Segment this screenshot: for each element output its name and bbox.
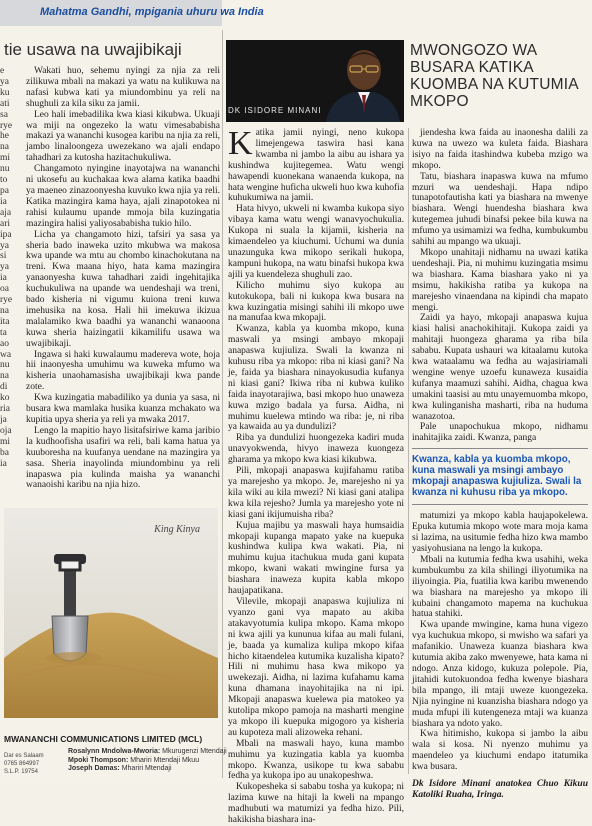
fragment-text: ia [0,273,7,284]
fragment-text: rye [0,295,13,306]
paragraph: jiendesha kwa faida au inaonesha dalili za kuwa na uwezo wa kuleta faida. Biashara isiyo na faida itashindwa kubeba mzigo wa mkopo. [412,128,588,171]
fragment-text: ita [0,316,10,327]
fragment-text: to [0,175,8,186]
paragraph: Kilicho muhimu siyo kukopa au kutokukopa, bali ni kukopa kwa busara na kwa kuzingatia misingi sahihi ili mkopo uwe na manufaa kwa mkopaji. [228,280,404,324]
paragraph: Wakati huo, sehemu nyingi za njia za reli zilikuwa mbali na makazi ya watu na kulikuwa na nafasi kubwa kati ya miundombinu ya reli na shughuli za kila siku za jamii. [26,66,220,109]
paragraph: Ingawa si haki kuwalaumu madereva wote, hoja hii inaonyesha umuhimu wa kuweka mfumo wa kisheria unaohamasisha uwajibikaji kwa pande zote. [26,349,220,393]
author-byline: Dk Isidore Minani anatokea Chuo Kikuu Katoliki Ruaha, Iringa. [412,779,588,800]
fragment-text: oja [0,425,12,436]
paragraph: Zaidi ya hayo, mkopaji anapaswa kujua kiasi halisi anachokihitaji. Kukopa zaidi ya mahitaji huongeza gharama ya riba bila sababu. Kupata ushauri wa kitaalamu kutoka kwa wataalamu wa fedha au wajasiriamali wengine wenye uzoefu kunaweza kusaidia kufanya maamuzi sahihi. Aidha, chagua kwa umakini taasisi au mtu unayemuomba mkopo, kwa kulinganisha masharti, riba na huduma wanazotoa. [412,313,588,422]
fragment-text: oa [0,284,9,295]
pull-quote: Kwanza, kabla ya kuomba mkopo, kuna maswali ya msingi ambayo mkopaji anapaswa kujiuliza. Swali la kwanza ni kuhusu riba ya mkopo. [412,448,588,505]
paragraph: Mkopo unahitaji nidhamu na uwazi katika uendeshaji. Pia, ni muhimu kuzingatia msimu wa biashara. Kama biashara yako ni ya msimu, hakikisha ratiba ya kukopa na marejesho vinaendana na kipindi cha mapato mengi. [412,247,588,313]
staff-row [68,748,228,757]
banner-caption: Mahatma Gandhi, mpigania uhuru wa India [40,6,264,18]
fragment-text: he [0,131,9,142]
author-name-tag: DK ISIDORE MINANI [228,106,322,115]
fragment-text: aja [0,207,12,218]
fragment-text: ko [0,393,10,404]
paragraph: Vilevile, mkopaji anapaswa kujiuliza ni vyanzo gani vya mapato au akiba atakavyotumia kulipa mkopo. Kama mkopo ni kwa ajili ya kununua kifaa au mali fulani, je, baada ya kumaliza kulipa mkopo kifaa hicho kitaendelea kutumika kuzalisha kipato? Hili ni muhimu hasa kwa mikopo ya uwekezaji. Aidha, ni lazima kufahamu kama kuna dhamana inayohitajika na ni ipi. Mkopaji anapaswa kuelewa pia matokeo ya kutolipa mkopo pamoja na masharti mengine ya mkopo ili kuepuka migogoro ya kisheria au kupoteza mali alizoweka rehani. [228,596,404,738]
fragment-text: rye [0,120,13,131]
fragment-text: nu [0,164,10,175]
paragraph: Hata hivyo, ukweli ni kwamba kukopa siyo vibaya kama watu wengi wanavyochukulia. Kukopa ni suala la kijamii, kisheria na kimaendeleo ya kiuchumi. Uchumi wa dunia unazunguka kwa mikopo serikali hukopa, kampuni hukopa, na watu binafsi hukopa kwa ajili ya kuendeleza shughuli zao. [228,204,404,280]
paragraph: Kwa upande mwingine, kama huna vigezo vya kuchukua mkopo, si mwisho wa safari ya mafanikio. Unaweza kuanza biashara kwa kutumia akiba zako mwenyewe, hata kama ni ndogo. Anza kidogo, kukuza polepole. Pia, jitahidi kutokuondoa fedha kwenye biashara bila mpango, ili mtaji uweze kuongezeka. Njia nyingine ni kuanzisha biashara ndogo ya muda mfupi ili kutengeneza mtaji wa kuanza biashara ya ndoto yako. [412,620,588,729]
fragment-text: wa [0,349,12,360]
paragraph: Licha ya changamoto hizi, tafsiri ya sasa ya sheria bado inaweka uzito mkubwa wa makosa kwa upande wa mtu au chombo kinachokutana na treni. Kwa maana hiyo, hata kama mazingira yanaonyesha kuwa tahadhari zaidi ingehitajika kuchukuliwa na upande wa uendeshaji wa treni, bado kisheria ni vigumu kuiona treni kuwa imehusika na kosa. Hali hii imekuwa ikizua malalamiko kwa baadhi ya wananchi wanaoona kuwa sheria haizingatii kikamilifu usawa wa uwajibikaji. [26,229,220,349]
paragraph: Lengo la mapitio hayo lisitafsiriwe kama jaribio la kudhoofisha usafiri wa reli, bali kama hatua ya kuuboresha na kuufanya uendane na mazingira ya sasa. Sheria inayolinda miundombinu ya reli inapaswa pia kulinda maisha ya wananchi wanaoishi karibu na njia hizo. [26,425,220,491]
fragment-text: ia [0,458,7,469]
paragraph: Riba ya dundulizi huongezeka kadiri muda unavyokwenda, hivyo inaweza kuongeza gharama ya mkopo kwa kiasi kikubwa. [228,433,404,466]
paragraph: Kwa hitimisho, kukopa si jambo la aibu wala si kosa. Ni nyenzo muhimu ya maendeleo ya kiuchumi endapo itatumika kwa busara. [412,729,588,773]
fragment-text: sa [0,109,8,120]
staff-name: Joseph Damas: [68,765,120,773]
fragment-text: ku [0,87,10,98]
column-divider [222,30,223,778]
staff-role: Mkurugenzi Mtendaji [162,748,227,755]
fragment-text: na [0,305,9,316]
paragraph-text: atika jamii nyingi, neno kukopa limejengewa taswira hasi kana kwamba ni jambo la aibu au ishara ya kushindwa kujitegemea. Watu wengi hawapendi kuonekana wanaenda kukopa, na hata wengine hufichа ukweli huo kwa kuhofia kuhukumiwa na jamii. [228,128,404,204]
publisher-name: MWANANCHI COMMUNICATIONS LIMITED (MCL) [4,734,203,744]
fragment-text: nu [0,360,10,371]
paragraph: Changamoto nyingine inayotajwa na wananchi ni ukosefu au kuchakaa kwa alama katika baadhi ya maeneo zinazoonyesha kuvuko kwa njia ya reli. Katika mazingira kama haya, ajali zinapotokea ni rahisi kulaumu upande mmoja bila kuzingatia mazingira halisi yaliyosababisha tukio hilo. [26,164,220,229]
left-article-headline: tie usawa na uwajibikaji [4,40,182,59]
fragment-text: di [0,382,8,393]
shovel-illustration [4,508,218,718]
fragment-text: ao [0,338,9,349]
publisher-address [4,752,60,776]
fragment-text: ya [0,262,9,273]
fragment-text: mi [0,153,11,164]
fragment-text: ya [0,240,9,251]
paragraph: Kwa kuzingatia mabadiliko ya dunia ya sasa, ni busara kwa mamlaka husika kuanza mchakato wa kupitia upya sheria ya reli ya mwaka 2017. [26,393,220,425]
paragraph: Kukopesheka si sababu tosha ya kukopa; ni lazima kuwe na hitaji la kweli na mpango madhubuti wa matumizi ya fedha hizo. Pili, hakikisha biashara ina- [228,782,404,826]
right-article-headline: MWONGOZO WA BUSARA KATIKA KUOMBA NA KUTUMIA MKOPO [410,42,578,110]
paragraph: Pili, mkopaji anapaswa kujifahamu ratiba ya marejesho ya mkopo. Je, marejesho ni ya kila wiki au kila mwezi? Ni kiasi gani atalipa kwa kila rejesho? Jumla ya marejesho yote ni kiasi gani ikijumuisha riba? [228,466,404,520]
masthead-staff [68,748,228,774]
fragment-text: pa [0,185,9,196]
paragraph: Leo hali imebadilika kwa kiasi kikubwa. Ukuaji wa miji na ongezeko la watu vimesababisha makazi ya wananchi kusogea karibu na njia za reli, jambo linaloongeza uwezekano wa ajali endapo tahadhari za kutosha hazitachukuliwa. [26,109,220,164]
drop-cap: K [228,125,253,162]
fragment-text: ia [0,196,7,207]
fragment-text: na [0,371,9,382]
fragment-text: ja [0,415,7,425]
fragment-text: ba [0,447,9,458]
fragment-text: si [0,251,7,262]
paragraph: matumizi ya mkopo kabla haujapokelewa. Epuka kutumia mkopo wote mara moja kama si lazima, na usitumie fedha hizo kwa mambo yasiyohusiana na lengo la kukopa. [412,511,588,554]
fragment-text: na [0,142,9,153]
fragment-text: ari [0,218,11,229]
paragraph: Mbali na kutumia fedha kwa usahihi, weka kumbukumbu za kila shilingi iliyotumika na iliyoingia. Pia, fuatilia kwa karibu mwenendo wa biashara na marejesho ya mkopo ili kubaini changamoto mapema na kuchukua hatua stahiki. [412,554,588,620]
paragraph: Pale unapochukua mkopo, nidhamu inahitajika zaidi. Kwanza, panga [412,422,588,444]
staff-name: Mpoki Thompson: [68,756,129,764]
section-banner [0,0,264,26]
fragment-text: ati [0,98,10,109]
paragraph: Tatu, biashara inapaswa kuwa na mfumo mzuri wa uendeshaji. Hapa ndipo tunapotofautisha kati ya biashara na mwenye biashara. Wengi huendesha biashara kwa kutegemea juhudi binafsi pekee bila kuwa na mfumo ya usimamizi wa fedha, kumbukumbu sahihi au mpango wa ukuaji. [412,171,588,248]
left-article-text [26,66,220,491]
staff-row [68,757,228,766]
paragraph: Mbali na maswali hayo, kuna mambo muhimu ya kuzingatia kabla ya kuomba mkopo. Kwanza, usikope tu kwa sababu fedha ya kukopa ipo au unakopeshwa. [228,738,404,782]
staff-row [68,765,228,774]
photo-credit: King Kinya [154,524,200,535]
fragment-text: ya [0,76,9,87]
staff-name: Rosalynn Mndolwa-Mworia: [68,748,161,755]
right-article-text-col1 [228,125,404,826]
paragraph: Kwanza, kabla ya kuomba mkopo, kuna maswali ya msingi ambayo mkopaji anapaswa kujiuliza. Swali la kwanza ni kuhusu riba ya mkopo: riba ni kiasi gani? Na je, faida ya biashara ninayokusudia kufanya ni kiasi gani? Ikiwa riba ni kubwa kuliko faida inayotarajiwa, basi mkopo huo unaweza kuwa mzigo badala ya fursa. Aidha, ni muhimu kuelewa mtindo wa riba: je, ni riba ya kawaida au ya dundulizi? [228,324,404,433]
address-line: Dar es Salaam 0765 864997 S.L.P. 19754 [4,753,44,775]
adjacent-column-fragments [0,66,16,472]
left-article-body [0,66,222,491]
right-article-text-col2 [412,128,588,800]
staff-role: Mhariri Mtendaji [121,765,172,773]
column-divider-2 [408,128,409,774]
fragment-text: e [0,66,5,76]
paragraph: Kujua majibu ya maswali haya humsaidia mkopaji kupanga mapato yake na kuepuka kushindwa kulipa kwa wakati. Pia, ni muhimu kujua itachukua muda gani kupata mkopo, kwani wakati mwingine fursa ya biashara inaweza kupita kabla mkopo haujapatikana. [228,520,404,597]
staff-role: Mhariri Mtendaji Mkuu [130,756,200,764]
paragraph [228,125,404,204]
fragment-text: mi [0,436,11,447]
fragment-text: ria [0,404,11,415]
fragment-text: ipa [0,229,12,240]
fragment-text: ta [0,327,7,338]
shovel-photo [4,508,218,718]
